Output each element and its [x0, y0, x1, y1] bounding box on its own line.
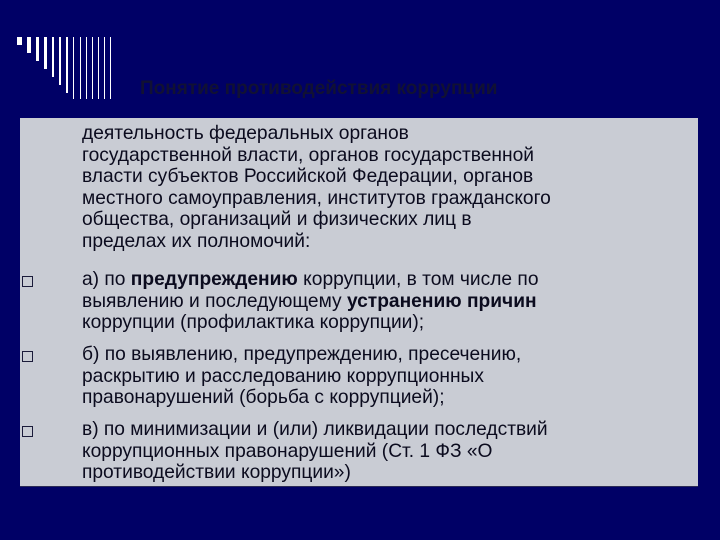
intro-paragraph: деятельность федеральных органов государственной власти, органов государственной власти субъектов Российской Федерации, органов местного самоуправления, институтов гражданского общества, организаций и физических лиц в пределах их полномочий:	[82, 123, 551, 252]
slide-title: Понятие противодействия коррупции	[140, 78, 498, 99]
item-a-text-2: коррупции, в том числе по выявлению и последующему	[82, 269, 539, 312]
decor-bar	[86, 37, 87, 99]
decor-bar	[110, 37, 111, 99]
decor-bar	[17, 37, 22, 45]
square-bullet-icon	[22, 426, 33, 437]
decor-bar	[44, 37, 47, 69]
decorative-bars	[0, 0, 130, 110]
item-a-text-1: а) по	[82, 269, 131, 290]
decor-bar	[36, 37, 39, 61]
decor-bar	[80, 37, 81, 99]
item-a-text-3: коррупции (профилактика коррупции);	[82, 312, 425, 333]
item-a-bold-2: устранению причин	[346, 290, 537, 312]
list-item-c: в) по минимизации и (или) ликвидации последствий коррупционных правонарушений (Ст. 1 ФЗ «О противодействии коррупции»)	[82, 419, 548, 483]
item-a-bold-1: предупреждению	[130, 269, 298, 290]
list-item-b: б) по выявлению, предупреждению, пресечению, раскрытию и расследованию коррупционных правонарушений (борьба с коррупцией);	[82, 344, 522, 408]
decor-bar	[59, 37, 61, 85]
square-bullet-icon	[22, 276, 33, 287]
decor-bar	[27, 37, 31, 53]
decor-bar	[104, 37, 105, 99]
content-area	[20, 118, 698, 486]
decor-bar	[98, 37, 99, 99]
divider	[20, 486, 698, 487]
decor-bar	[92, 37, 93, 99]
decor-bar	[66, 37, 68, 93]
decor-bar	[73, 37, 74, 99]
list-item-a	[82, 269, 682, 334]
square-bullet-icon	[22, 351, 33, 362]
decor-bar	[52, 37, 54, 77]
